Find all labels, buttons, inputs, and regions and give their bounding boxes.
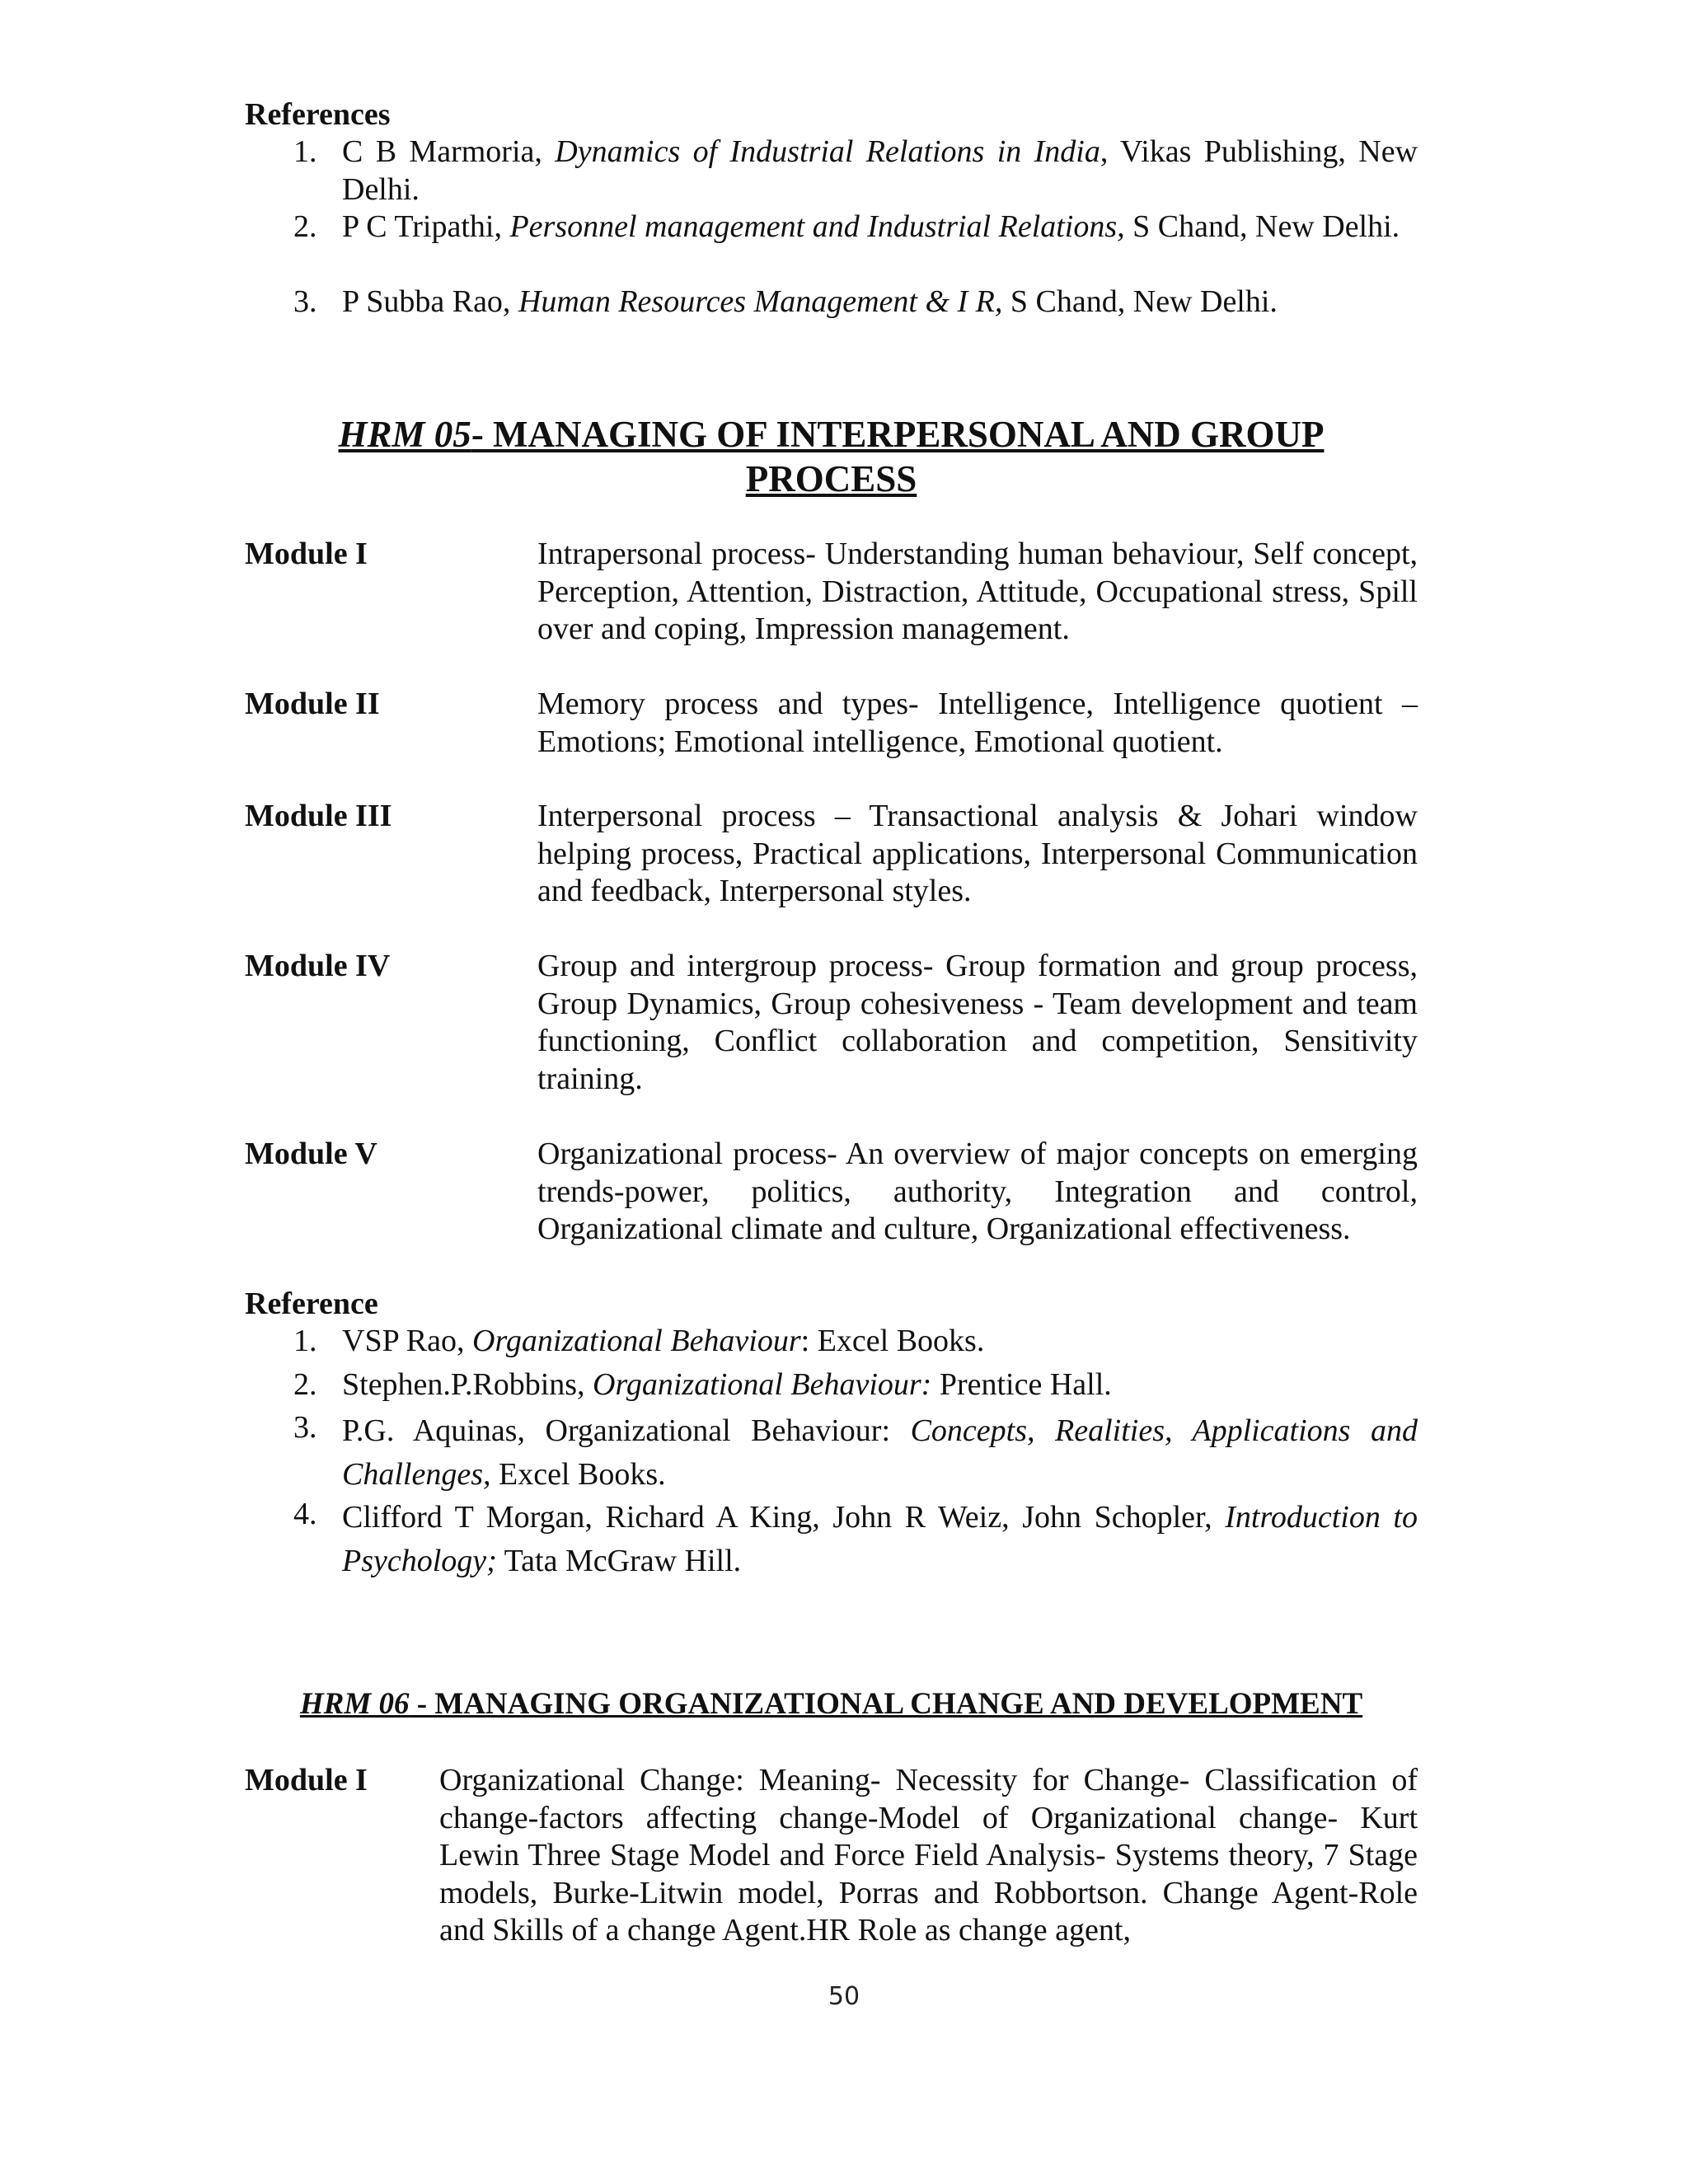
section-title-hrm06 <box>245 1685 1418 1723</box>
reference-text: P.G. Aquinas, Organizational Behaviour: Concepts, Realities, Applications and Challenges, Excel Books. <box>342 1413 1418 1492</box>
module-label: Module II <box>245 687 380 721</box>
course-code: HRM 06 <box>299 1687 410 1721</box>
module-description: Memory process and types- Intelligence, Intelligence quotient – Emotions; Emotional intelligence, Emotional quotient. <box>537 687 1418 759</box>
module-label: Module III <box>245 799 392 833</box>
reference-text: Clifford T Morgan, Richard A King, John R Weiz, John Schopler, Introduction to Psychology; Tata McGraw Hill. <box>342 1500 1418 1578</box>
reference-heading: Reference <box>245 1286 378 1321</box>
reference-number: 2. <box>293 1367 317 1402</box>
reference-number: 4. <box>293 1497 317 1531</box>
module-description: Group and intergroup process- Group formation and group process, Group Dynamics, Group cohesiveness - Team development and team functioning, Conflict collaboration and competition, Sensitivity training. <box>537 949 1418 1096</box>
reference-number: 3. <box>293 1410 317 1445</box>
module-label: Module I <box>245 537 368 571</box>
reference-text: P Subba Rao, Human Resources Management & I R, S Chand, New Delhi. <box>342 284 1278 319</box>
course-code: HRM 05 <box>338 414 471 455</box>
course-title-line2: PROCESS <box>745 458 917 499</box>
module-description: Organizational Change: Meaning- Necessity for Change- Classification of change-factors affecting change-Model of Organizational change- Kurt Lewin Three Stage Model and Force Field Analysis- Systems theory, 7 Stage models, Burke-Litwin model, Porras and Robbortson. Change Agent-Role and Skills of a change Agent.HR Role as change agent, <box>439 1763 1418 1947</box>
module-description: Interpersonal process – Transactional analysis & Johari window helping process, Practical applications, Interpersonal Communication and feedback, Interpersonal styles. <box>537 799 1418 908</box>
page-number: 50 <box>828 1982 860 2011</box>
module-label: Module V <box>245 1137 377 1171</box>
module-label: Module I <box>245 1763 368 1797</box>
reference-number: 1. <box>293 134 317 169</box>
reference-text: VSP Rao, Organizational Behaviour: Excel Books. <box>342 1324 985 1358</box>
reference-text: Stephen.P.Robbins, Organizational Behaviour: Prentice Hall. <box>342 1367 1112 1402</box>
section-title-hrm05 <box>245 412 1418 501</box>
course-title: - MANAGING ORGANIZATIONAL CHANGE AND DEVELOPMENT <box>409 1687 1363 1721</box>
references-heading: References <box>245 97 391 132</box>
reference-text: C B Marmoria, Dynamics of Industrial Relations in India, Vikas Publishing, New Delhi. <box>342 134 1418 207</box>
module-description: Intrapersonal process- Understanding human behaviour, Self concept, Perception, Attention, Distraction, Attitude, Occupational stress, Spill over and coping, Impression management. <box>537 537 1418 646</box>
reference-number: 2. <box>293 209 317 244</box>
reference-number: 1. <box>293 1324 317 1358</box>
reference-number: 3. <box>293 284 317 319</box>
course-title: - MANAGING OF INTERPERSONAL AND GROUP <box>471 414 1325 455</box>
reference-text: P C Tripathi, Personnel management and Industrial Relations, S Chand, New Delhi. <box>342 209 1400 244</box>
module-label: Module IV <box>245 949 391 983</box>
module-description: Organizational process- An overview of major concepts on emerging trends-power, politics, authority, Integration and control, Organizational climate and culture, Organizational effectiveness. <box>537 1137 1418 1246</box>
